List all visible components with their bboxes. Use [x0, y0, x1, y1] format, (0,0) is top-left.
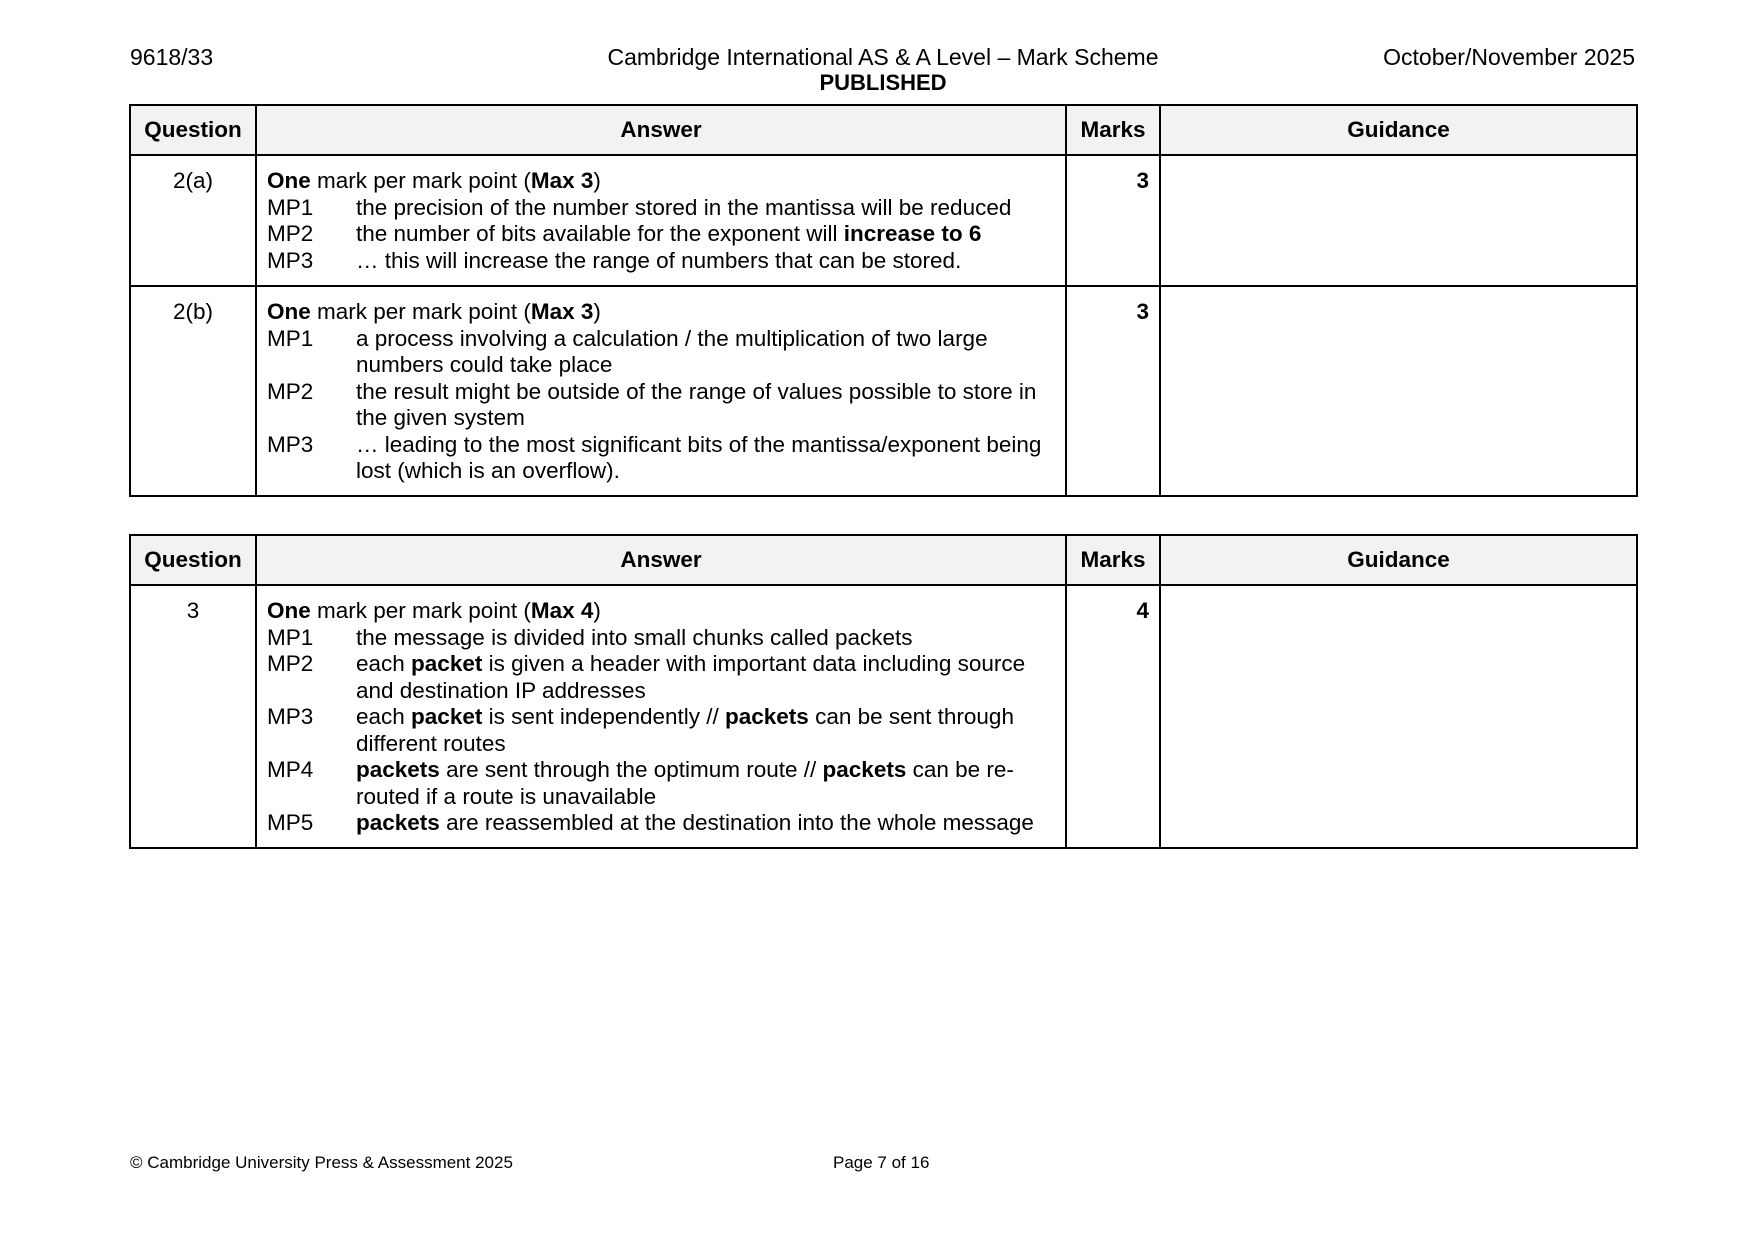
intro-bold: One [267, 168, 311, 193]
mark-point-label: MP2 [267, 221, 314, 246]
mark-point-text [356, 704, 1057, 757]
mark-point-text: the precision of the number stored in the mantissa will be reduced [356, 194, 1012, 220]
column-header-marks: Marks [1066, 535, 1160, 585]
mark-scheme-table-q2 [129, 104, 1638, 497]
table-row [130, 155, 1637, 286]
mark-point [267, 379, 1057, 432]
column-header-answer: Answer [256, 535, 1066, 585]
guidance-cell [1160, 286, 1637, 496]
table-header-row [130, 535, 1637, 585]
mark-point [267, 757, 1057, 810]
intro-max: Max 3 [530, 299, 594, 324]
mark-point-text: the message is divided into small chunks called packets [356, 624, 913, 650]
mark-point [267, 704, 1057, 757]
table-row [130, 585, 1637, 848]
mark-point-label: MP3 [267, 704, 314, 729]
text-part: each [356, 704, 412, 729]
text-part: is sent independently // [482, 704, 725, 729]
mark-point [267, 651, 1057, 704]
mark-point [267, 810, 1057, 837]
mark-point-text: … leading to the most significant bits of the mantissa/exponent being lost (which is an overflow). [356, 431, 1042, 483]
column-header-marks: Marks [1066, 105, 1160, 155]
mark-point-text [356, 651, 1057, 704]
mark-point [267, 326, 1057, 379]
mark-point [267, 625, 1057, 652]
guidance-cell [1160, 585, 1637, 848]
title-text: Cambridge International AS & A Level – Mark Scheme [607, 44, 1159, 70]
question-number: 2(a) [130, 155, 256, 286]
answer-cell [256, 286, 1066, 496]
text-part: can be sent through different routes [356, 704, 1014, 756]
mark-point-text [356, 757, 1057, 810]
mark-point-label: MP2 [267, 378, 314, 404]
text-part: is given a header with important data including source and destination IP addresses [356, 651, 1026, 703]
answer-cell [256, 585, 1066, 848]
mark-point [267, 248, 1057, 275]
text-part: each [356, 651, 412, 676]
mark-point-text: … this will increase the range of numbers that can be stored. [356, 247, 962, 273]
text-part: the number of bits available for the exponent will [356, 221, 844, 246]
bold-part: packets [822, 757, 907, 782]
mark-point-label: MP4 [267, 757, 314, 782]
mark-point-text: the result might be outside of the range of values possible to store in the given system [356, 378, 1037, 430]
column-header-question: Question [130, 105, 256, 155]
column-header-guidance: Guidance [1160, 105, 1637, 155]
mark-point [267, 432, 1057, 485]
intro-close: ) [593, 168, 601, 193]
column-header-answer: Answer [256, 105, 1066, 155]
text-part: can be re-routed if a route is unavailable [356, 757, 1014, 809]
answer-intro [267, 168, 1057, 195]
bold-part: packets [356, 810, 440, 835]
mark-point-label: MP5 [267, 810, 314, 835]
mark-point [267, 195, 1057, 222]
mark-point-label: MP3 [267, 431, 314, 457]
page-number: Page 7 of 16 [833, 1153, 930, 1172]
intro-text: mark per mark point ( [310, 299, 531, 324]
intro-max: Max 4 [530, 598, 594, 623]
mark-point-label: MP1 [267, 194, 314, 220]
answer-intro [267, 598, 1057, 625]
intro-bold: One [267, 598, 311, 623]
copyright-notice: © Cambridge University Press & Assessment 2025 [130, 1153, 513, 1172]
syllabus-code: 9618/33 [130, 44, 214, 70]
table-header-row [130, 105, 1637, 155]
answer-intro [267, 299, 1057, 326]
mark-point-label: MP3 [267, 247, 314, 273]
guidance-cell [1160, 155, 1637, 286]
exam-session: October/November 2025 [1383, 44, 1635, 70]
published-label: PUBLISHED [819, 70, 947, 95]
bold-part: packet [411, 651, 483, 676]
intro-text: mark per mark point ( [310, 168, 531, 193]
mark-scheme-table-q3 [129, 534, 1638, 849]
bold-part: packets [356, 757, 440, 782]
mark-point-label: MP1 [267, 624, 314, 650]
bold-part: increase to 6 [843, 221, 982, 246]
question-number: 2(b) [130, 286, 256, 496]
marks-value: 4 [1066, 585, 1160, 848]
intro-bold: One [267, 299, 311, 324]
bold-part: packet [411, 704, 483, 729]
marks-value: 3 [1066, 286, 1160, 496]
intro-text: mark per mark point ( [310, 598, 531, 623]
mark-point-text: a process involving a calculation / the multiplication of two large numbers could take place [356, 325, 988, 377]
answer-cell [256, 155, 1066, 286]
marks-value: 3 [1066, 155, 1160, 286]
question-number: 3 [130, 585, 256, 848]
mark-point-label: MP1 [267, 325, 314, 351]
table-row [130, 286, 1637, 496]
mark-point [267, 221, 1057, 248]
text-part: are sent through the optimum route // [439, 757, 823, 782]
mark-point-label: MP2 [267, 651, 314, 676]
mark-point-text [356, 810, 1057, 837]
mark-point-text [356, 221, 1057, 248]
intro-close: ) [593, 299, 601, 324]
column-header-guidance: Guidance [1160, 535, 1637, 585]
text-part: are reassembled at the destination into the whole message [439, 810, 1034, 835]
bold-part: packets [725, 704, 809, 729]
intro-close: ) [593, 598, 601, 623]
intro-max: Max 3 [530, 168, 594, 193]
column-header-question: Question [130, 535, 256, 585]
